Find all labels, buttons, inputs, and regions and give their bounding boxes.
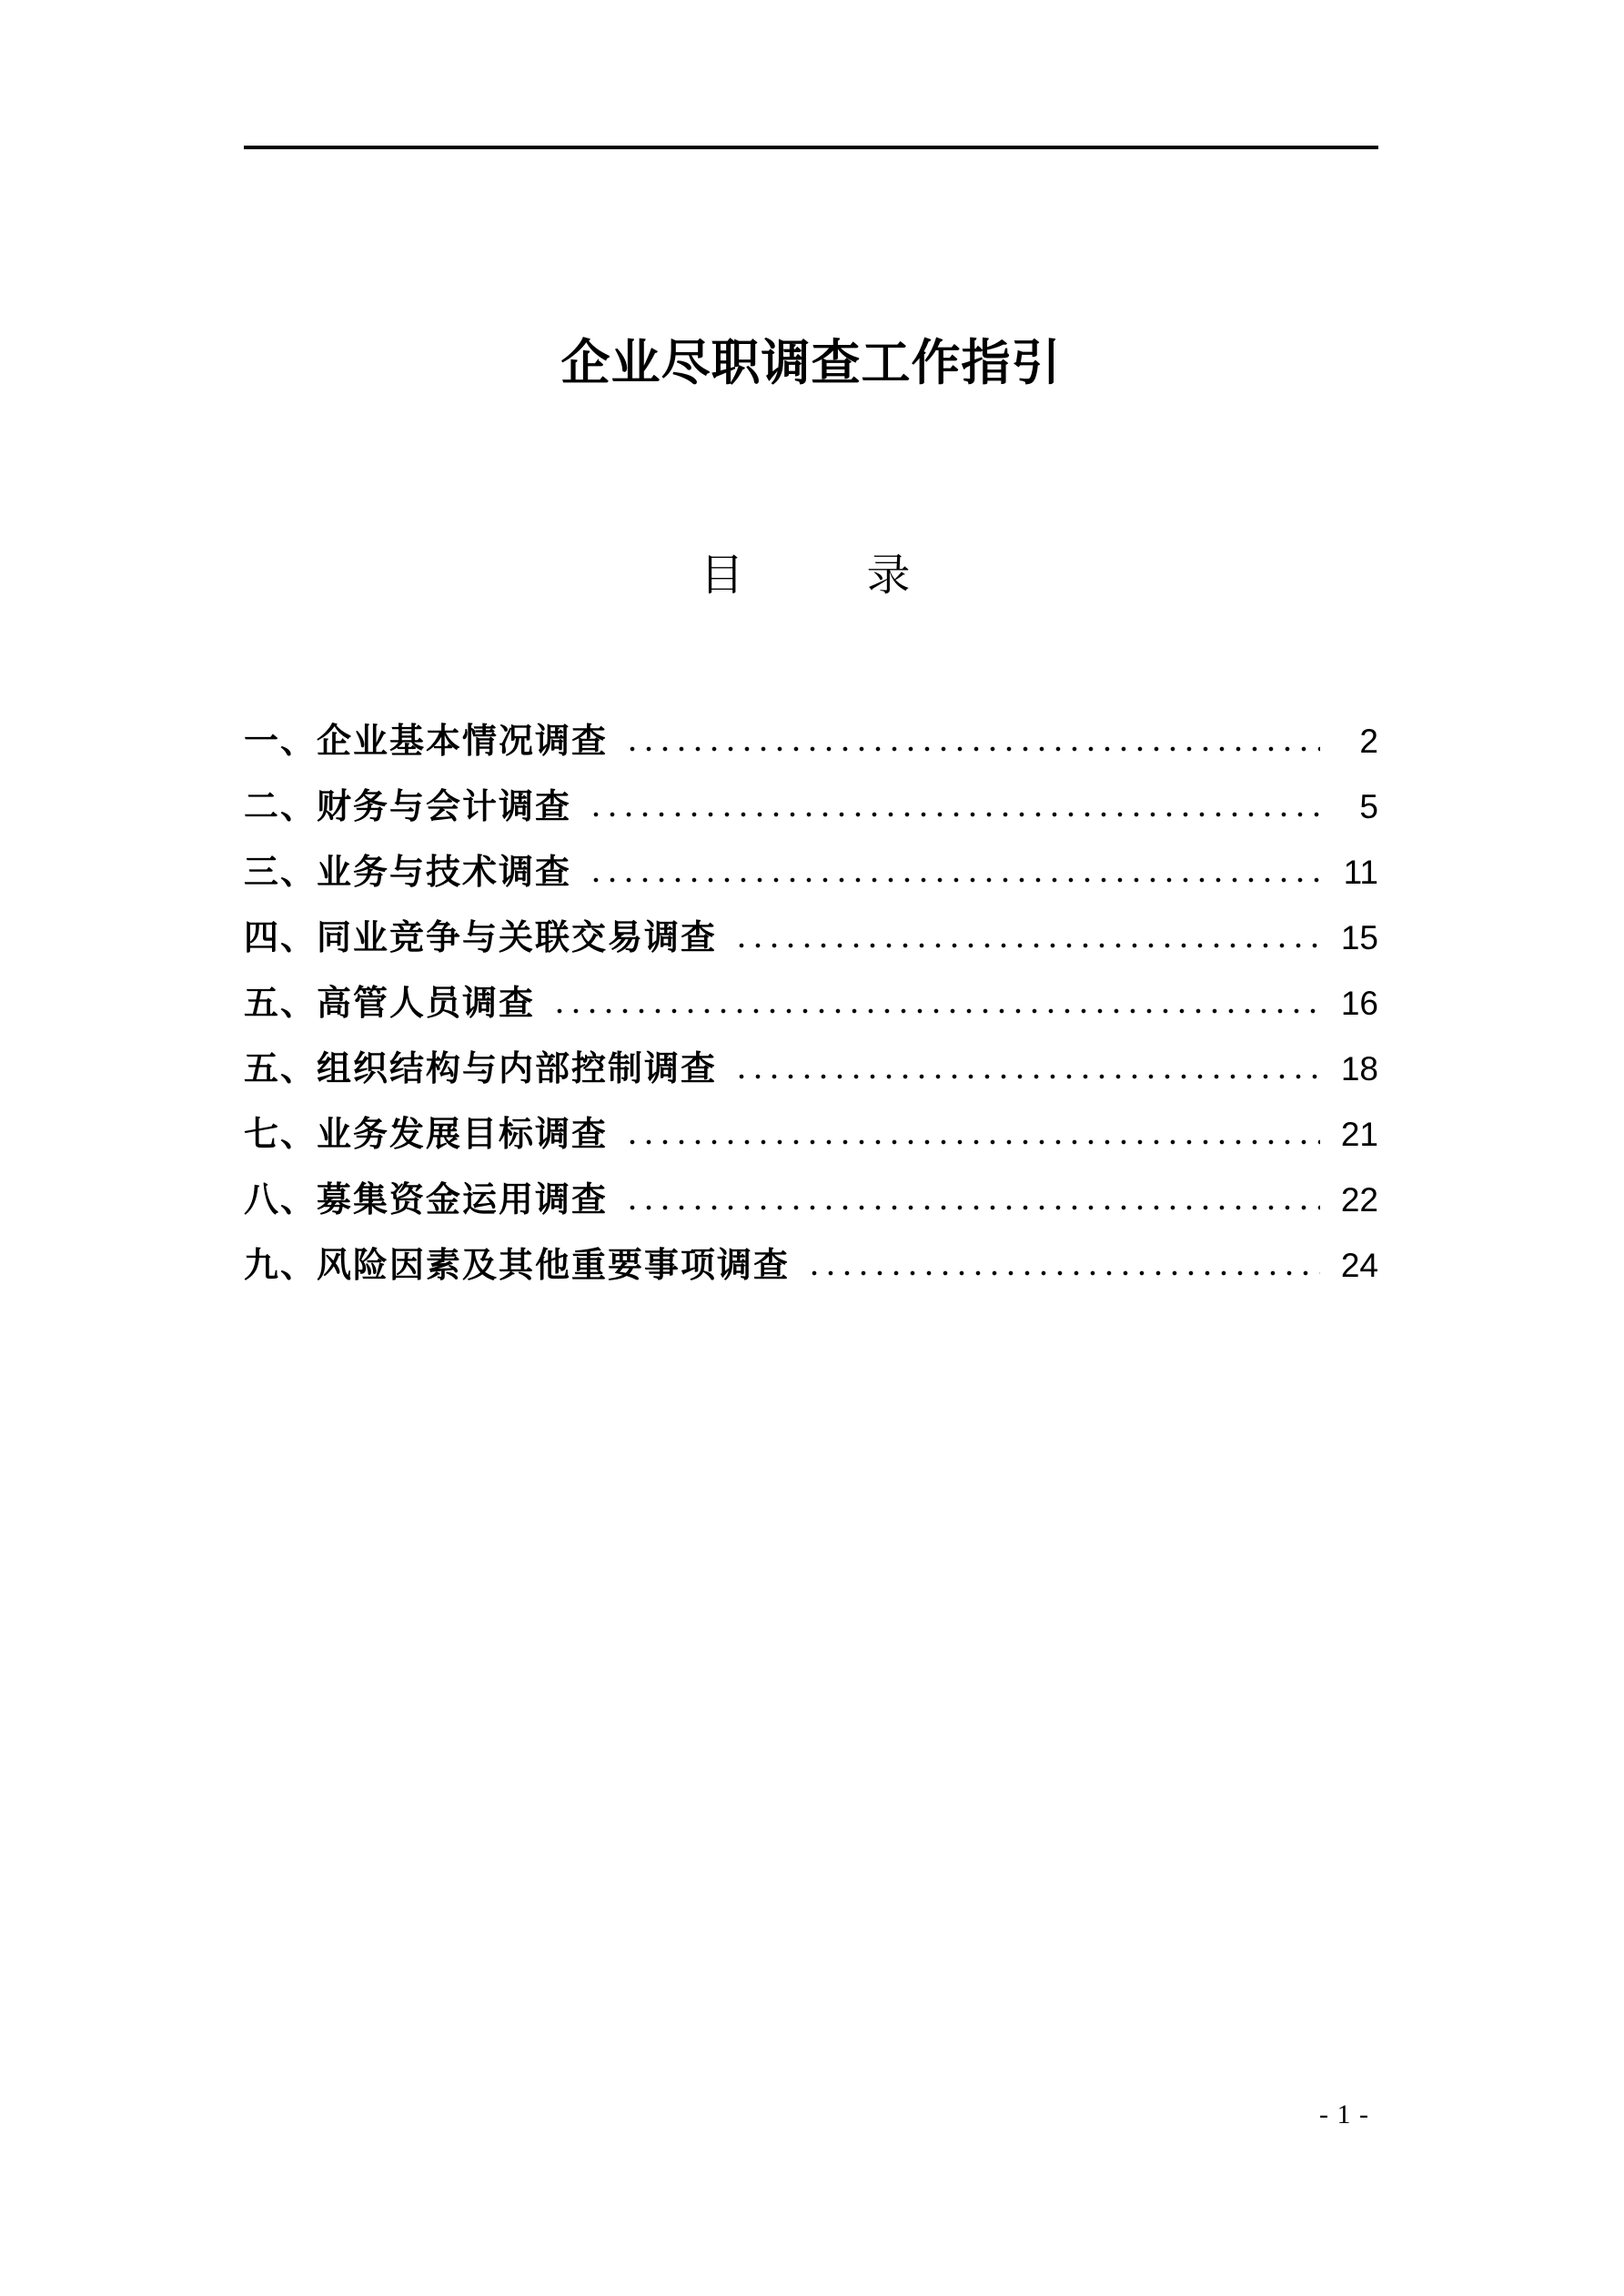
toc-entry bbox=[244, 1233, 1378, 1299]
toc-entry-label: 四、同业竞争与关联交易调查 bbox=[244, 919, 718, 957]
toc-entry-label: 五、高管人员调查 bbox=[244, 985, 536, 1023]
header-rule bbox=[244, 146, 1378, 149]
toc-entry-label: 八、募集资金运用调查 bbox=[244, 1181, 609, 1219]
toc-entry-label: 一、企业基本情况调查 bbox=[244, 723, 609, 761]
dot-leader bbox=[731, 905, 1320, 971]
toc-entry-page: 16 bbox=[1340, 985, 1378, 1022]
toc-entry-page: 24 bbox=[1340, 1247, 1378, 1284]
dot-leader bbox=[731, 1037, 1320, 1102]
toc-entry-label: 三、业务与技术调查 bbox=[244, 854, 572, 892]
dot-leader bbox=[586, 774, 1320, 840]
dot-leader bbox=[804, 1233, 1320, 1299]
toc-entry bbox=[244, 1168, 1378, 1233]
toc-entry-label: 五、组织结构与内部控制调查 bbox=[244, 1050, 718, 1088]
toc-entry-label: 二、财务与会计调查 bbox=[244, 788, 572, 826]
toc-list bbox=[244, 709, 1378, 1299]
toc-entry bbox=[244, 774, 1378, 840]
toc-entry-page: 2 bbox=[1359, 723, 1378, 760]
footer-page-number: - 1 - bbox=[1319, 2099, 1369, 2129]
toc-entry-label: 七、业务发展目标调查 bbox=[244, 1116, 609, 1154]
toc-entry-page: 18 bbox=[1340, 1050, 1378, 1087]
toc-entry-page: 11 bbox=[1343, 854, 1378, 891]
dot-leader bbox=[622, 1168, 1320, 1233]
toc-entry bbox=[244, 1037, 1378, 1102]
dot-leader bbox=[622, 709, 1320, 774]
toc-entry bbox=[244, 840, 1378, 905]
toc-heading: 目 录 bbox=[700, 551, 923, 600]
toc-entry-page: 21 bbox=[1340, 1116, 1378, 1153]
toc-entry bbox=[244, 709, 1378, 774]
dot-leader bbox=[550, 971, 1320, 1037]
toc-entry-page: 5 bbox=[1359, 788, 1378, 825]
toc-entry bbox=[244, 971, 1378, 1037]
dot-leader bbox=[586, 840, 1320, 905]
toc-entry-page: 15 bbox=[1340, 919, 1378, 956]
toc-entry bbox=[244, 905, 1378, 971]
toc-entry bbox=[244, 1102, 1378, 1168]
document-title: 企业尽职调查工作指引 bbox=[560, 336, 1062, 390]
dot-leader bbox=[622, 1102, 1320, 1168]
toc-entry-label: 九、风险因素及其他重要事项调查 bbox=[244, 1247, 791, 1285]
toc-entry-page: 22 bbox=[1340, 1181, 1378, 1219]
